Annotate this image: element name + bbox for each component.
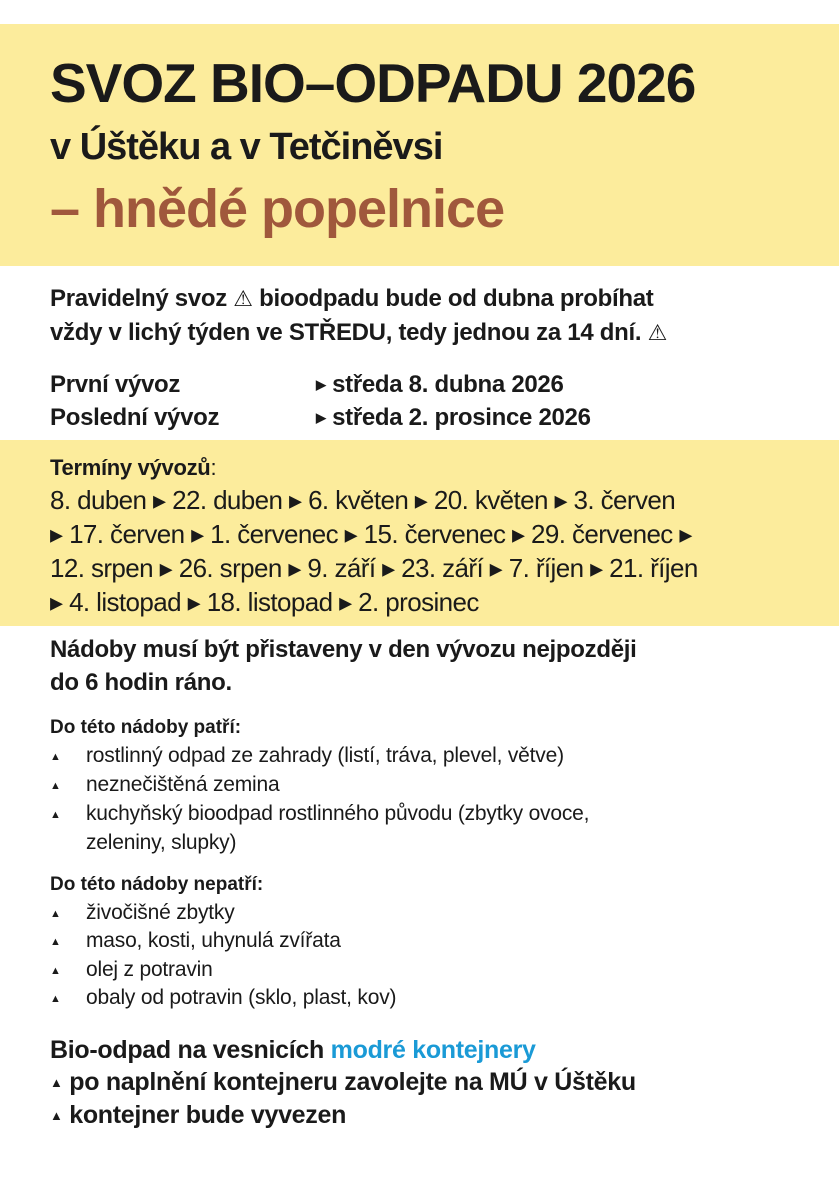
list-item-text: olej z potravin	[86, 958, 213, 981]
list-item-text: obaly od potravin (sklo, plast, kov)	[86, 986, 397, 1009]
dates-line: 8. duben ▸ 22. duben ▸ 6. květen ▸ 20. květen ▸ 3. červen	[50, 485, 676, 515]
first-pickup-label: První vývoz	[50, 371, 181, 398]
dates-heading	[50, 452, 216, 484]
page-subtitle: v Úštěku a v Tetčiněvsi	[50, 126, 443, 168]
last-pickup-value	[316, 402, 591, 434]
list-item	[50, 956, 213, 985]
list-item-text: neznečištěná zemina	[86, 773, 280, 796]
triangle-bullet-icon: ▲	[50, 1108, 63, 1123]
intro-text-b: bioodpadu bude od dubna probíhat	[259, 285, 654, 312]
list-item-continuation	[50, 829, 236, 857]
villages-item-text: po naplnění kontejneru zavolejte na MÚ v Úštěku	[69, 1068, 636, 1096]
villages-item	[50, 1066, 636, 1099]
triangle-bullet-icon: ▲	[50, 809, 61, 821]
triangle-bullet-icon: ▲	[50, 751, 61, 763]
list-item	[50, 899, 235, 928]
triangle-bullet-icon: ▲	[50, 965, 61, 977]
first-pickup-value	[316, 369, 564, 401]
dates-line: 12. srpen ▸ 26. srpen ▸ 9. září ▸ 23. září ▸ 7. říjen ▸ 21. říjen	[50, 553, 698, 583]
villages-line	[50, 1034, 536, 1066]
list-item-text: zeleniny, slupky)	[86, 831, 237, 854]
triangle-bullet-icon: ▲	[50, 936, 61, 948]
last-pickup-label: Poslední vývoz	[50, 404, 220, 431]
list-item	[50, 984, 396, 1013]
page-title: SVOZ BIO–ODPADU 2026	[50, 52, 696, 114]
blue-containers-text: modré kontejnery	[330, 1036, 536, 1064]
list-item-text: rostlinný odpad ze zahrady (listí, tráva, plevel, větve)	[86, 744, 564, 767]
triangle-bullet-icon: ▲	[50, 780, 61, 792]
list-item-text: maso, kosti, uhynulá zvířata	[86, 929, 341, 952]
dates-heading-text: Termíny vývozů	[50, 455, 211, 480]
last-pickup-date: středa 2. prosince 2026	[332, 404, 591, 431]
arrow-icon: ▶	[316, 377, 326, 392]
intro-line-1	[50, 283, 653, 315]
dates-line: ▸ 4. listopad ▸ 18. listopad ▸ 2. prosinec	[50, 587, 479, 617]
bin-type: – hnědé popelnice	[50, 179, 505, 239]
villages-text: Bio-odpad na vesnicích	[50, 1036, 325, 1064]
arrow-icon: ▶	[316, 410, 326, 425]
villages-item	[50, 1099, 346, 1132]
warning-triangle-icon: ⚠	[647, 320, 668, 345]
villages-item-text: kontejner bude vyvezen	[69, 1101, 347, 1129]
intro-line-2	[50, 317, 667, 349]
list-item	[50, 742, 564, 771]
intro-text-2: vždy v lichý týden ve STŘEDU, tedy jednou za 14 dní.	[50, 319, 642, 346]
list-item	[50, 800, 589, 829]
dates-heading-colon: :	[210, 455, 217, 480]
triangle-bullet-icon: ▲	[50, 993, 61, 1005]
allowed-heading: Do této nádoby patří:	[50, 717, 242, 738]
intro-text-a: Pravidelný svoz	[50, 285, 227, 312]
triangle-bullet-icon: ▲	[50, 1075, 63, 1090]
triangle-bullet-icon: ▲	[50, 908, 61, 920]
first-pickup-date: středa 8. dubna 2026	[332, 371, 564, 398]
warning-triangle-icon: ⚠	[233, 286, 253, 311]
list-item-text: živočišné zbytky	[86, 901, 235, 924]
list-item-text: kuchyňský bioodpad rostlinného původu (zbytky ovoce,	[86, 802, 590, 825]
list-item	[50, 771, 280, 800]
dates-line: ▸ 17. červen ▸ 1. červenec ▸ 15. červenec ▸ 29. červenec ▸	[50, 519, 692, 549]
notice-line-2: do 6 hodin ráno.	[50, 669, 232, 696]
list-item	[50, 927, 341, 956]
notice-line-1: Nádoby musí být přistaveny v den vývozu nejpozději	[50, 636, 637, 663]
forbidden-heading: Do této nádoby nepatří:	[50, 874, 264, 895]
